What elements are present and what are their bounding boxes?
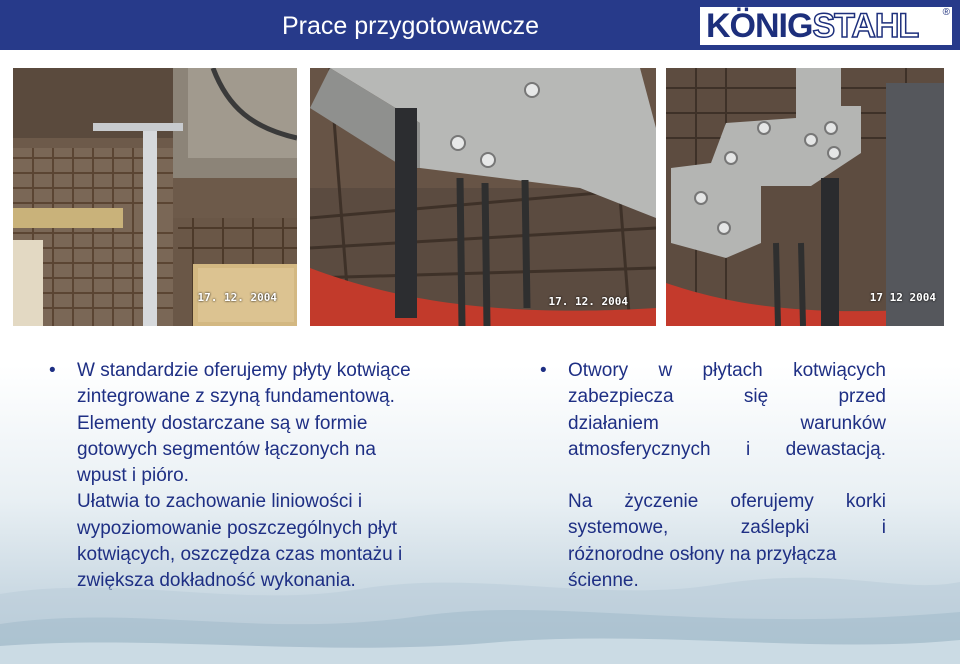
photo-anchor-plate-cross	[666, 68, 944, 326]
word: Na	[568, 491, 593, 513]
text-line	[568, 358, 886, 384]
water-background	[0, 554, 960, 664]
word: systemowe,	[568, 517, 669, 539]
word: zaślepki	[740, 517, 810, 539]
text-line	[568, 411, 886, 437]
photo-date-stamp: 17 12 2004	[869, 291, 936, 304]
page-title: Prace przygotowawcze	[282, 12, 540, 40]
bullet-icon: •	[49, 360, 56, 381]
word: kotwiących	[793, 360, 886, 381]
text-line: zintegrowane z szyną fundamentową.	[77, 386, 395, 408]
word: się	[743, 386, 769, 408]
word: zabezpiecza	[568, 386, 674, 408]
text-line: W standardzie oferujemy płyty kotwiące	[77, 360, 411, 381]
word: i	[881, 517, 886, 539]
bullet-icon: •	[540, 360, 547, 381]
text-line	[568, 384, 886, 410]
text-line: wpust i pióro.	[77, 465, 189, 487]
text-line	[568, 489, 886, 515]
word: Otwory	[568, 360, 629, 381]
word: płytach	[702, 360, 763, 381]
word: korki	[845, 491, 886, 513]
text-line	[568, 515, 886, 541]
photo-date-stamp: 17. 12. 2004	[548, 295, 628, 308]
text-line: gotowych segmentów łączonych na	[77, 438, 376, 460]
logo-wordmark	[706, 8, 918, 44]
logo-solid: KÖNIG	[706, 7, 813, 45]
word: w	[658, 360, 673, 381]
bullet-item	[540, 358, 886, 463]
text-line: wypoziomowanie poszczególnych płyt	[77, 517, 397, 539]
text-line	[568, 437, 886, 463]
konigstahl-logo	[700, 7, 952, 45]
word: różnorodne osłony na przyłącza	[568, 543, 837, 565]
word: dewastacją.	[785, 438, 886, 460]
word: działaniem	[568, 412, 659, 434]
text-line: zwiększa dokładność wykonania.	[77, 570, 356, 592]
word: atmosferycznych	[568, 438, 711, 460]
text-line: kotwiących, oszczędza czas montażu i	[77, 544, 403, 566]
word: przed	[838, 386, 886, 408]
text-line: Ułatwia to zachowanie liniowości i	[77, 491, 363, 513]
word: życzenie	[624, 491, 699, 513]
photo-rebar-formwork	[13, 68, 297, 326]
word: i	[745, 438, 751, 460]
photo-anchor-plate-corner	[310, 68, 656, 326]
photo-date-stamp: 17. 12. 2004	[197, 291, 277, 304]
header-bar	[0, 0, 960, 50]
word: warunków	[800, 412, 886, 434]
text-line: Elementy dostarczane są w formie	[77, 412, 368, 434]
word: oferujemy	[730, 491, 814, 513]
logo-registered-mark: ®	[942, 7, 950, 18]
logo-outline: STAHL	[812, 7, 919, 45]
word: ścienne.	[568, 570, 639, 592]
